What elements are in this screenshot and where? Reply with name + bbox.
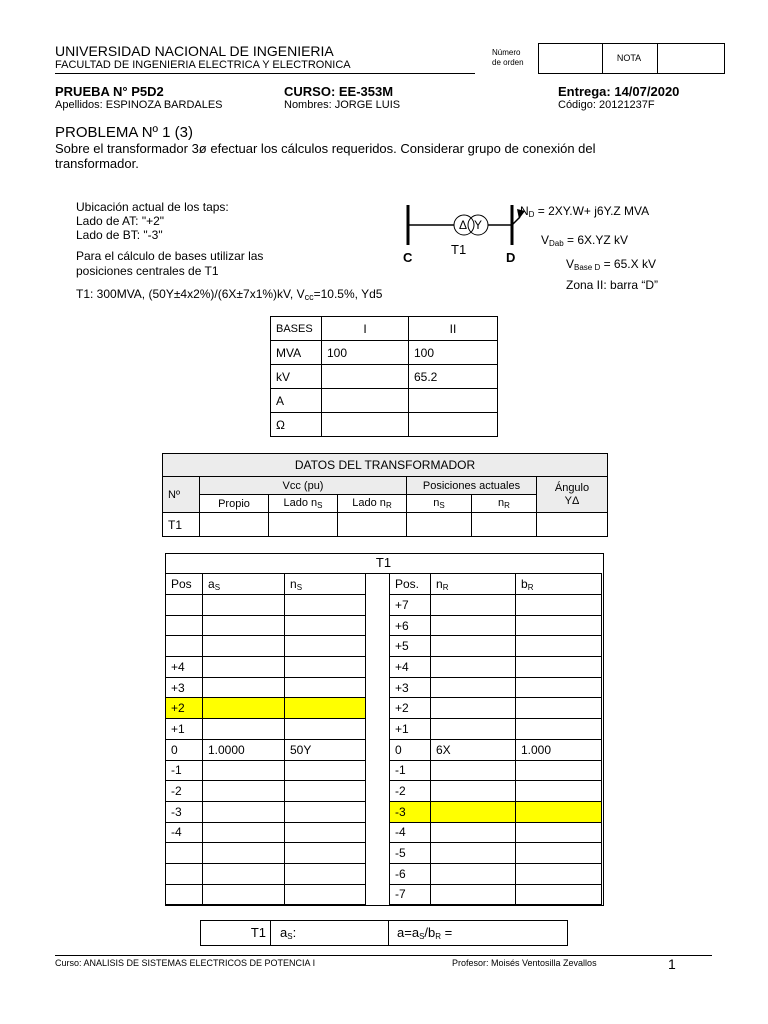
datos-col-nr: $n_R$: [472, 495, 537, 513]
tap-position: +1: [390, 719, 431, 740]
tap-cell[interactable]: [431, 760, 516, 781]
tap-cell[interactable]: [285, 863, 366, 884]
tap-position: +3: [166, 677, 203, 698]
bases-row-mva: [271, 341, 498, 365]
tap-cell[interactable]: [431, 595, 516, 616]
tap-cell[interactable]: [431, 636, 516, 657]
taps-title: Ubicación actual de los taps:: [76, 200, 229, 214]
tap-cell[interactable]: [285, 822, 366, 843]
taps-left-row: [166, 636, 366, 657]
datos-cell[interactable]: [269, 513, 338, 537]
taps-left-row: [166, 719, 366, 740]
tap-cell[interactable]: [203, 781, 285, 802]
bases-cell: A: [271, 389, 322, 413]
tap-cell[interactable]: [203, 760, 285, 781]
tap-position: +6: [390, 615, 431, 636]
bases-cell[interactable]: 100: [409, 341, 498, 365]
footer-rule: [55, 955, 712, 956]
zona-label: Zona II: barra “D”: [566, 278, 659, 292]
tap-position: +4: [390, 657, 431, 678]
tap-cell[interactable]: [285, 615, 366, 636]
apellidos: Apellidos: ESPINOZA BARDALES: [55, 99, 223, 111]
tap-position: +2: [166, 698, 203, 719]
datos-transformador-table: [162, 453, 608, 537]
taps-right-row: [390, 843, 602, 864]
taps-left-header: [166, 574, 366, 595]
bases-cell[interactable]: [409, 389, 498, 413]
tap-cell[interactable]: [285, 595, 366, 616]
tap-position: -1: [166, 760, 203, 781]
bases-row-ohm: [271, 413, 498, 437]
tap-position: [166, 615, 203, 636]
datos-cell[interactable]: [472, 513, 537, 537]
taps-left-row: [166, 657, 366, 678]
nota-label: NOTA: [601, 43, 658, 74]
tap-position: -5: [390, 843, 431, 864]
tap-cell[interactable]: [516, 698, 602, 719]
taps-table-title: T1: [375, 555, 392, 570]
taps-right-table: [389, 573, 602, 905]
tap-cell[interactable]: [516, 595, 602, 616]
tap-cell[interactable]: [203, 801, 285, 822]
taps-right-header: [390, 574, 602, 595]
ratio-as-field[interactable]: $a_S$:: [271, 921, 389, 945]
taps-right-head-pos: Pos.: [390, 574, 431, 595]
taps-info: [76, 200, 229, 242]
tap-position: -2: [390, 781, 431, 802]
bases-note: Para el cálculo de bases utilizar las posiciones centrales de T1: [76, 249, 264, 278]
tap-cell[interactable]: 1.000: [516, 739, 602, 760]
nota-box[interactable]: [657, 43, 725, 74]
taps-right-head-nr: $n_R$: [431, 574, 516, 595]
problem-statement-line2: transformador.: [55, 156, 139, 171]
taps-left-row: [166, 863, 366, 884]
tap-cell[interactable]: [516, 822, 602, 843]
tap-cell[interactable]: [516, 636, 602, 657]
delta-symbol: Δ: [459, 218, 468, 232]
tap-position: +4: [166, 657, 203, 678]
tap-position: +1: [166, 719, 203, 740]
bases-row-kv: [271, 365, 498, 389]
tap-cell[interactable]: [431, 884, 516, 905]
taps-right-row: [390, 781, 602, 802]
taps-left-row: [166, 698, 366, 719]
ratio-label: T1: [201, 921, 271, 945]
prueba-number: PRUEBA N° P5D2: [55, 84, 164, 99]
tap-cell[interactable]: [516, 884, 602, 905]
taps-right-row: [390, 863, 602, 884]
tap-position: 0: [166, 739, 203, 760]
tap-cell[interactable]: [203, 657, 285, 678]
footer-curso: Curso: ANALISIS DE SISTEMAS ELECTRICOS DE POTENCIA I: [55, 958, 316, 968]
t1-spec: T1: 300MVA, (50Y±4x2%)/(6X±7x1%)kV, $V_{cc}=10.5\%$, Yd5: [76, 287, 383, 302]
datos-row-t1: [163, 513, 608, 537]
tap-cell[interactable]: 6X: [431, 739, 516, 760]
tap-cell[interactable]: [431, 698, 516, 719]
datos-col-vcc: Vcc (pu): [200, 477, 407, 495]
tap-cell[interactable]: [431, 822, 516, 843]
tap-cell[interactable]: [285, 698, 366, 719]
tap-cell[interactable]: [285, 719, 366, 740]
tap-position: +2: [390, 698, 431, 719]
entrega-date: Entrega: 14/07/2020: [558, 84, 680, 99]
header-rule: [55, 73, 475, 74]
tap-position: [166, 843, 203, 864]
taps-right-row: [390, 884, 602, 905]
taps-right-row: [390, 636, 602, 657]
bases-table: [270, 316, 498, 437]
datos-col-angulo: Ángulo YΔ: [537, 477, 608, 513]
tap-cell[interactable]: [431, 863, 516, 884]
tap-position: -7: [390, 884, 431, 905]
tap-cell[interactable]: [285, 884, 366, 905]
taps-right-row: [390, 760, 602, 781]
tap-cell[interactable]: [203, 719, 285, 740]
tap-cell[interactable]: [516, 801, 602, 822]
lado-at: Lado de AT: "+2": [76, 214, 165, 228]
tap-cell[interactable]: [431, 719, 516, 740]
vbase-voltage: $V_{Base D} = 65.X$ kV: [566, 257, 656, 272]
datos-cell[interactable]: [200, 513, 269, 537]
footer-profesor: Profesor: Moisés Ventosilla Zevallos: [452, 958, 597, 968]
tap-position: -2: [166, 781, 203, 802]
tap-cell[interactable]: [285, 760, 366, 781]
taps-right-row: [390, 739, 602, 760]
taps-left-row: [166, 843, 366, 864]
bases-row-a: [271, 389, 498, 413]
tap-cell[interactable]: [516, 615, 602, 636]
curso-code: CURSO: EE-353M: [284, 84, 394, 99]
tap-position: [166, 636, 203, 657]
tap-position: -3: [390, 801, 431, 822]
taps-left-row: [166, 781, 366, 802]
datos-col-ns: $n_S$: [407, 495, 472, 513]
tap-cell[interactable]: [516, 677, 602, 698]
datos-col-lado-nr: Lado $n_R$: [338, 495, 407, 513]
taps-right-row: [390, 657, 602, 678]
tap-cell[interactable]: [285, 657, 366, 678]
datos-title: DATOS DEL TRANSFORMADOR: [163, 454, 608, 477]
datos-col-propio: Propio: [200, 495, 269, 513]
datos-col-posiciones: Posiciones actuales: [407, 477, 537, 495]
taps-left-row: [166, 884, 366, 905]
taps-right-row: [390, 801, 602, 822]
taps-left-row: [166, 739, 366, 760]
tap-cell[interactable]: [431, 657, 516, 678]
tap-position: +5: [390, 636, 431, 657]
tap-cell[interactable]: [203, 863, 285, 884]
taps-right-head-br: $b_R$: [516, 574, 602, 595]
taps-right-row: [390, 615, 602, 636]
taps-left-head-as: $a_S$: [203, 574, 285, 595]
datos-col-lado-ns: Lado $n_S$: [269, 495, 338, 513]
tap-cell[interactable]: [431, 843, 516, 864]
problem-statement-line1: Sobre el transformador 3ø efectuar los cálculos requeridos. Considerar grupo de conexión del: [55, 141, 596, 156]
tap-position: -1: [390, 760, 431, 781]
tap-cell[interactable]: [203, 822, 285, 843]
bases-cell[interactable]: [322, 365, 409, 389]
bases-cell[interactable]: 65.2: [409, 365, 498, 389]
taps-left-row: [166, 822, 366, 843]
numero-orden-box[interactable]: [538, 43, 603, 74]
tap-cell[interactable]: [203, 698, 285, 719]
bases-cell: MVA: [271, 341, 322, 365]
nd-power: $N_D = 2XY.W+ j6Y.Z$ MVA: [520, 204, 650, 219]
tap-cell[interactable]: [516, 760, 602, 781]
tap-cell[interactable]: 1.0000: [203, 739, 285, 760]
tap-cell[interactable]: [203, 884, 285, 905]
tap-cell[interactable]: [285, 801, 366, 822]
tap-position: 0: [390, 739, 431, 760]
bus-d-label: D: [506, 250, 516, 265]
tap-cell[interactable]: 50Y: [285, 739, 366, 760]
tap-cell[interactable]: [285, 636, 366, 657]
tap-cell[interactable]: [516, 781, 602, 802]
bases-header-i: I: [322, 317, 409, 341]
datos-col-no: Nº: [163, 477, 200, 513]
taps-left-row: [166, 615, 366, 636]
tap-cell[interactable]: [203, 636, 285, 657]
tap-cell[interactable]: [516, 863, 602, 884]
transformer-label: T1: [451, 242, 467, 257]
ratio-box: [200, 920, 568, 946]
tap-position: -4: [390, 822, 431, 843]
datos-cell[interactable]: [537, 513, 608, 537]
taps-left-head-ns: $n_S$: [285, 574, 366, 595]
wye-symbol: Y: [474, 218, 483, 232]
bases-cell[interactable]: 100: [322, 341, 409, 365]
codigo: Código: 20121237F: [558, 99, 655, 111]
taps-right-row: [390, 719, 602, 740]
bases-cell[interactable]: [409, 413, 498, 437]
tap-cell[interactable]: [203, 615, 285, 636]
tap-cell[interactable]: [431, 677, 516, 698]
taps-left-head-pos: Pos: [166, 574, 203, 595]
tap-cell[interactable]: [285, 677, 366, 698]
taps-right-row: [390, 595, 602, 616]
page-number: 1: [668, 956, 676, 972]
university-name: UNIVERSIDAD NACIONAL DE INGENIERIA: [55, 43, 334, 59]
datos-cell[interactable]: [407, 513, 472, 537]
tap-position: [166, 595, 203, 616]
tap-cell[interactable]: [203, 677, 285, 698]
taps-left-row: [166, 677, 366, 698]
taps-left-row: [166, 760, 366, 781]
taps-left-table: [165, 573, 366, 905]
tap-cell[interactable]: [516, 657, 602, 678]
tap-position: [166, 863, 203, 884]
bases-cell: Ω: [271, 413, 322, 437]
tap-cell[interactable]: [431, 615, 516, 636]
tap-cell[interactable]: [285, 843, 366, 864]
problem-title: PROBLEMA Nº 1 (3): [55, 124, 194, 141]
tap-position: [166, 884, 203, 905]
bases-cell[interactable]: [322, 389, 409, 413]
vdab-voltage: $V_{Dab} = 6X.YZ$ kV: [541, 233, 629, 248]
tap-cell[interactable]: [203, 595, 285, 616]
lado-bt: Lado de BT: "-3": [76, 228, 163, 242]
taps-right-row: [390, 677, 602, 698]
nombres: Nombres: JORGE LUIS: [284, 99, 401, 111]
taps-left-row: [166, 801, 366, 822]
tap-position: -6: [390, 863, 431, 884]
bases-cell[interactable]: [322, 413, 409, 437]
tap-cell[interactable]: [203, 843, 285, 864]
tap-cell[interactable]: [516, 719, 602, 740]
tap-position: +3: [390, 677, 431, 698]
taps-right-row: [390, 698, 602, 719]
taps-left-row: [166, 595, 366, 616]
tap-cell[interactable]: [285, 781, 366, 802]
tap-position: -4: [166, 822, 203, 843]
bases-header-label: BASES: [271, 317, 322, 341]
bases-header-ii: II: [409, 317, 498, 341]
bases-cell: kV: [271, 365, 322, 389]
tap-cell[interactable]: [431, 801, 516, 822]
tap-cell[interactable]: [431, 781, 516, 802]
taps-right-row: [390, 822, 602, 843]
tap-position: +7: [390, 595, 431, 616]
tap-position: -3: [166, 801, 203, 822]
bus-c-label: C: [403, 250, 413, 265]
ratio-formula[interactable]: $a=a_S/b_R$ =: [397, 925, 453, 941]
faculty-name: FACULTAD DE INGENIERIA ELECTRICA Y ELECTRONICA: [55, 59, 351, 71]
bases-header-row: [271, 317, 498, 341]
numero-orden-label: Número de orden: [492, 48, 524, 67]
datos-cell[interactable]: [338, 513, 407, 537]
tap-cell[interactable]: [516, 843, 602, 864]
datos-row-label: T1: [163, 513, 200, 537]
one-line-diagram: [400, 195, 540, 270]
